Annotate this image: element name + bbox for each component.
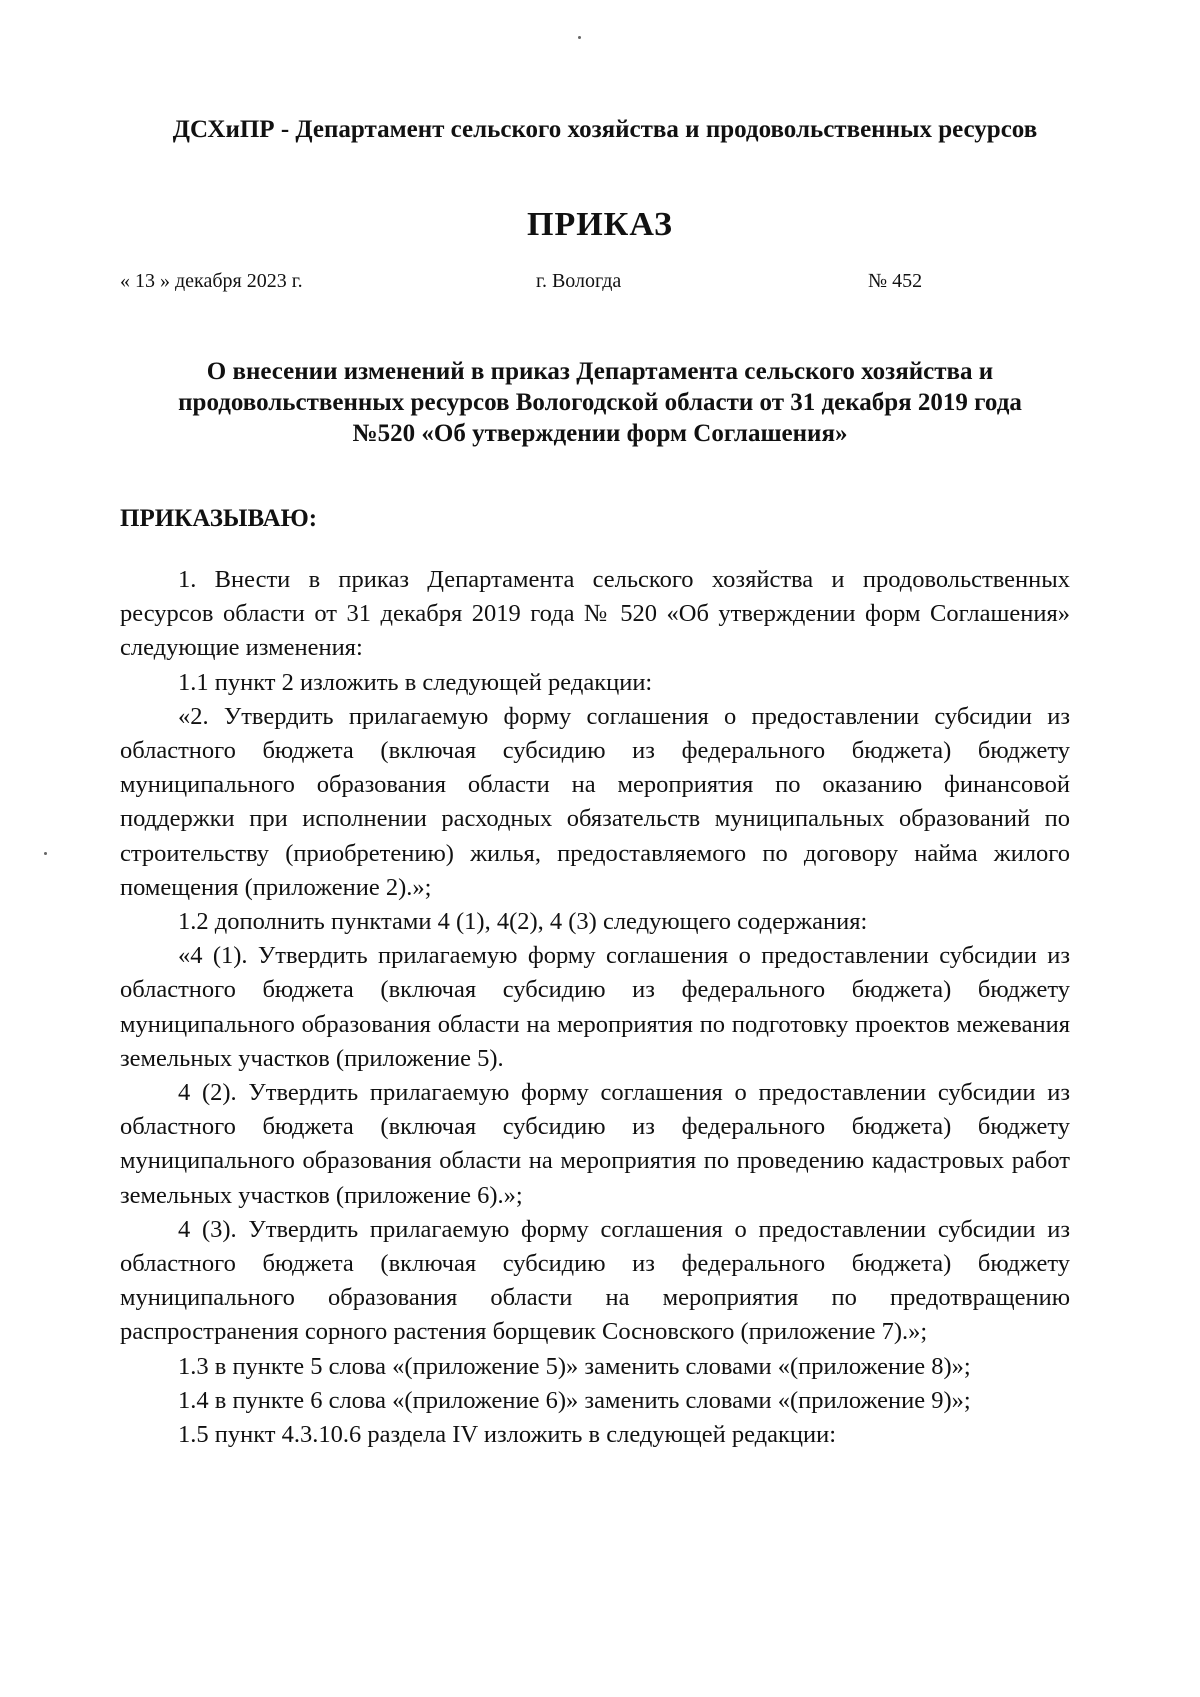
paragraph-1-1: 1.1 пункт 2 изложить в следующей редакции: — [178, 668, 653, 696]
subject-line: О внесении изменений в приказ Департамента сельского хозяйства и — [206, 358, 994, 385]
scan-speck — [578, 36, 581, 39]
scan-speck — [44, 852, 47, 855]
order-date: « 13 » декабря 2023 г. — [120, 270, 303, 292]
order-subject — [120, 356, 1080, 449]
paragraph-1-2: 1.2 дополнить пунктами 4 (1), 4(2), 4 (3) следующего содержания: — [178, 908, 868, 936]
paragraph-point-4-3: 4 (3). Утвердить прилагаемую форму соглашения о предоставлении субсидии из областного бюджета (включая субсидию из федерального бюджета) бюджету муниципального образования области на мероприятия по предотвращению распространения сорного растения борщевик Сосновского (приложение 7).»; — [120, 1215, 1070, 1346]
order-city: г. Вологда — [536, 270, 622, 292]
order-heading: ПРИКАЗЫВАЮ: — [120, 505, 318, 532]
subject-line: продовольственных ресурсов Вологодской области от 31 декабря 2019 года — [178, 389, 1022, 416]
order-number: № 452 — [868, 270, 923, 292]
paragraph-1-3: 1.3 в пункте 5 слова «(приложение 5)» заменить словами «(приложение 8)»; — [178, 1352, 971, 1380]
document-title: ПРИКАЗ — [527, 206, 673, 243]
paragraph-1-4: 1.4 в пункте 6 слова «(приложение 6)» заменить словами «(приложение 9)»; — [178, 1386, 971, 1414]
paragraph-1: 1. Внести в приказ Департамента сельского хозяйства и продовольственных ресурсов области от 31 декабря 2019 года № 520 «Об утверждении форм Соглашения» следующие изменения: — [120, 566, 1070, 662]
subject-line: №520 «Об утверждении форм Соглашения» — [352, 420, 848, 447]
order-body — [120, 563, 1070, 1452]
paragraph-point-4-1: «4 (1). Утвердить прилагаемую форму соглашения о предоставлении субсидии из областного бюджета (включая субсидию из федерального бюджета) бюджету муниципального образования области на мероприятия по подготовку проектов межевания земельных участков (приложение 5). — [120, 942, 1070, 1072]
paragraph-1-5: 1.5 пункт 4.3.10.6 раздела IV изложить в следующей редакции: — [178, 1421, 837, 1449]
organization-header: ДСХиПР - Департамент сельского хозяйства и продовольственных ресурсов — [172, 116, 1038, 143]
paragraph-point-4-2: 4 (2). Утвердить прилагаемую форму соглашения о предоставлении субсидии из областного бюджета (включая субсидию из федерального бюджета) бюджету муниципального образования области на мероприятия по проведению кадастровых работ земельных участков (приложение 6).»; — [120, 1079, 1070, 1209]
paragraph-point-2: «2. Утвердить прилагаемую форму соглашения о предоставлении субсидии из областного бюджета (включая субсидию из федерального бюджета) бюджету муниципального образования области на мероприятия по оказанию финансовой поддержки при исполнении расходных обязательств муниципальных образований по строительству (приобретению) жилья, предоставляемого по договору найма жилого помещения (приложение 2).»; — [120, 702, 1070, 901]
